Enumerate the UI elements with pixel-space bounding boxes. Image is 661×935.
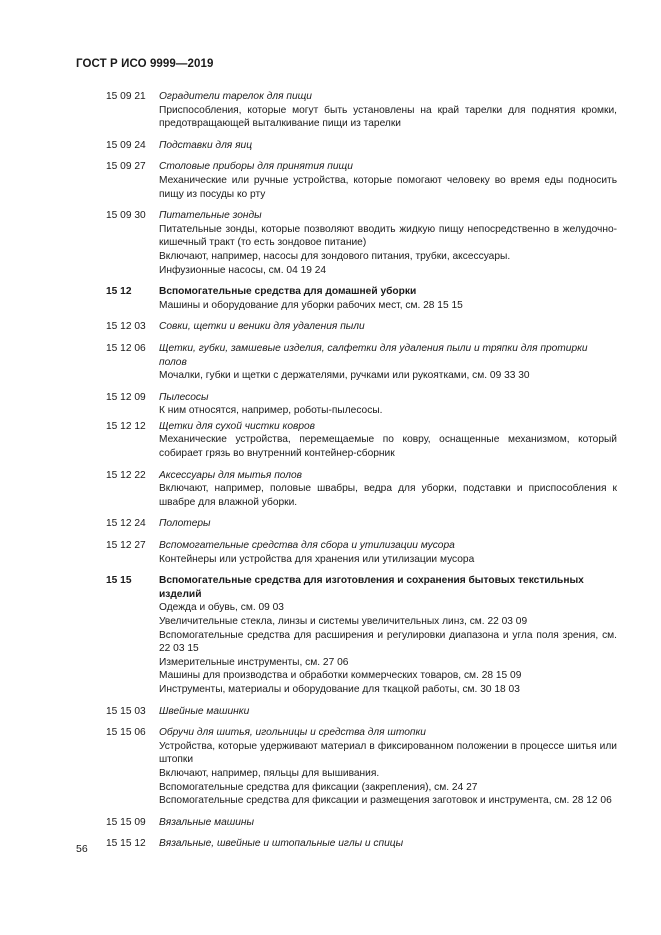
entry-code: 15 12 27 bbox=[106, 540, 146, 552]
classification-entry bbox=[106, 816, 617, 830]
entry-description: Устройства, которые удерживают материал в фиксированном положении в процессе шитья или штопки bbox=[159, 740, 617, 766]
entry-title: Совки, щетки и веники для удаления пыли bbox=[159, 321, 365, 333]
entry-heading bbox=[106, 285, 617, 299]
entry-description: Включают, например, насосы для зондового питания, трубки, аксессуары. bbox=[159, 250, 511, 262]
entry-title: Вспомогательные средства для изготовления и сохранения бытовых текстильных изделий bbox=[159, 575, 584, 600]
entry-title: Щетки для сухой чистки ковров bbox=[159, 420, 315, 432]
entry-code: 15 12 06 bbox=[106, 342, 146, 354]
classification-entry bbox=[106, 160, 617, 201]
entry-heading bbox=[106, 391, 617, 405]
entry-title: Полотеры bbox=[159, 518, 211, 530]
entry-heading bbox=[106, 342, 617, 369]
entry-description: Увеличительные стекла, линзы и системы увеличительных линз, см. 22 03 09 bbox=[159, 616, 528, 627]
entry-code: 15 12 24 bbox=[106, 518, 146, 530]
entry-heading bbox=[106, 209, 617, 223]
entry-heading bbox=[106, 726, 617, 740]
entry-description: Включают, например, пяльцы для вышивания. bbox=[159, 767, 380, 779]
entry-title: Вязальные машины bbox=[159, 816, 254, 828]
classification-entry bbox=[106, 209, 617, 277]
entry-code: 15 09 27 bbox=[106, 161, 146, 173]
classification-entry bbox=[106, 90, 617, 131]
entry-heading bbox=[106, 837, 617, 851]
entry-title: Вязальные, швейные и штопальные иглы и спицы bbox=[159, 838, 404, 850]
classification-entry bbox=[106, 574, 617, 696]
entry-title: Швейные машинки bbox=[159, 705, 250, 717]
classification-entry bbox=[106, 320, 617, 334]
classification-entry bbox=[106, 539, 617, 566]
entry-code: 15 12 22 bbox=[106, 469, 146, 481]
entry-code: 15 09 24 bbox=[106, 139, 146, 151]
entry-description: Измерительные инструменты, см. 27 06 bbox=[159, 656, 349, 668]
entry-description: Питательные зонды, которые позволяют вводить жидкую пищу непосредственно в желудочно-кишечный тракт (то есть зондовое питание) bbox=[159, 223, 617, 249]
entry-heading bbox=[106, 705, 617, 719]
entry-description: К ним относятся, например, роботы-пылесосы. bbox=[159, 405, 383, 417]
classification-list bbox=[106, 90, 617, 859]
entry-heading bbox=[106, 574, 617, 601]
entry-title: Пылесосы bbox=[159, 391, 209, 403]
classification-entry bbox=[106, 391, 617, 418]
entry-description: Механические устройства, перемещаемые по ковру, оснащенные механизмом, который собирает грязь во внутренний контейнер-сборник bbox=[159, 434, 617, 460]
entry-heading bbox=[106, 469, 617, 483]
entry-heading bbox=[106, 90, 617, 104]
entry-title: Оградители тарелок для пищи bbox=[159, 91, 312, 102]
entry-title: Подставки для яиц bbox=[159, 139, 253, 151]
entry-code: 15 09 21 bbox=[106, 91, 146, 102]
page-number: 56 bbox=[76, 843, 88, 855]
classification-entry bbox=[106, 837, 617, 851]
classification-entry bbox=[106, 469, 617, 510]
entry-heading bbox=[106, 139, 617, 153]
entry-title: Обручи для шитья, игольницы и средства для штопки bbox=[159, 727, 426, 739]
entry-description: Машины для производства и обработки коммерческих товаров, см. 28 15 09 bbox=[159, 670, 522, 682]
entry-heading bbox=[106, 816, 617, 830]
entry-code: 15 15 12 bbox=[106, 838, 146, 850]
entry-title: Вспомогательные средства для домашней уборки bbox=[159, 286, 417, 298]
entry-title: Щетки, губки, замшевые изделия, салфетки для удаления пыли и тряпки для протирки полов bbox=[159, 342, 588, 368]
entry-heading bbox=[106, 320, 617, 334]
entry-code: 15 12 12 bbox=[106, 420, 146, 432]
entry-code: 15 12 03 bbox=[106, 321, 146, 333]
entry-code: 15 15 09 bbox=[106, 816, 146, 828]
entry-title: Столовые приборы для принятия пищи bbox=[159, 161, 353, 173]
entry-description: Вспомогательные средства для фиксации (закрепления), см. 24 27 bbox=[159, 781, 478, 793]
classification-entry bbox=[106, 517, 617, 531]
entry-description: Контейнеры или устройства для хранения или утилизации мусора bbox=[159, 553, 475, 565]
classification-entry bbox=[106, 420, 617, 461]
entry-description: Приспособления, которые могут быть установлены на край тарелки для поднятия кромки, предотвращающей выталкивание пищи из тарелки bbox=[159, 104, 617, 130]
entry-description: Машины и оборудование для уборки рабочих мест, см. 28 15 15 bbox=[159, 299, 463, 311]
document-header: ГОСТ Р ИСО 9999—2019 bbox=[76, 58, 214, 70]
entry-title: Аксессуары для мытья полов bbox=[159, 469, 302, 481]
entry-description: Одежда и обувь, см. 09 03 bbox=[159, 602, 284, 614]
classification-entry bbox=[106, 285, 617, 312]
classification-entry bbox=[106, 726, 617, 808]
classification-entry bbox=[106, 139, 617, 153]
entry-code: 15 15 06 bbox=[106, 727, 146, 739]
entry-description: Мочалки, губки и щетки с держателями, ручками или рукоятками, см. 09 33 30 bbox=[159, 370, 530, 382]
entry-description: Вспомогательные средства для фиксации и размещения заготовок и инструмента, см. 28 12 06 bbox=[159, 795, 612, 807]
entry-heading bbox=[106, 160, 617, 174]
classification-entry bbox=[106, 342, 617, 383]
entry-title: Вспомогательные средства для сбора и утилизации мусора bbox=[159, 540, 455, 552]
classification-entry bbox=[106, 705, 617, 719]
entry-code: 15 15 03 bbox=[106, 705, 146, 717]
entry-code: 15 09 30 bbox=[106, 210, 146, 222]
entry-heading bbox=[106, 539, 617, 553]
entry-heading bbox=[106, 517, 617, 531]
entry-description: Включают, например, половые швабры, ведра для уборки, подставки и приспособления к швабре для влажной уборки. bbox=[159, 483, 617, 508]
entry-description: Механические или ручные устройства, которые помогают человеку во время еды подносить пищу из посуды ко рту bbox=[159, 174, 617, 200]
entry-heading bbox=[106, 420, 617, 434]
entry-code: 15 12 bbox=[106, 286, 132, 298]
entry-code: 15 15 bbox=[106, 575, 132, 587]
entry-description: Инфузионные насосы, см. 04 19 24 bbox=[159, 264, 327, 276]
entry-title: Питательные зонды bbox=[159, 210, 262, 222]
entry-description: Инструменты, материалы и оборудование для ткацкой работы, см. 30 18 03 bbox=[159, 683, 520, 695]
entry-description: Вспомогательные средства для расширения и регулировки диапазона и угла поля зрения, см. 22 03 15 bbox=[159, 629, 617, 655]
entry-code: 15 12 09 bbox=[106, 391, 146, 403]
